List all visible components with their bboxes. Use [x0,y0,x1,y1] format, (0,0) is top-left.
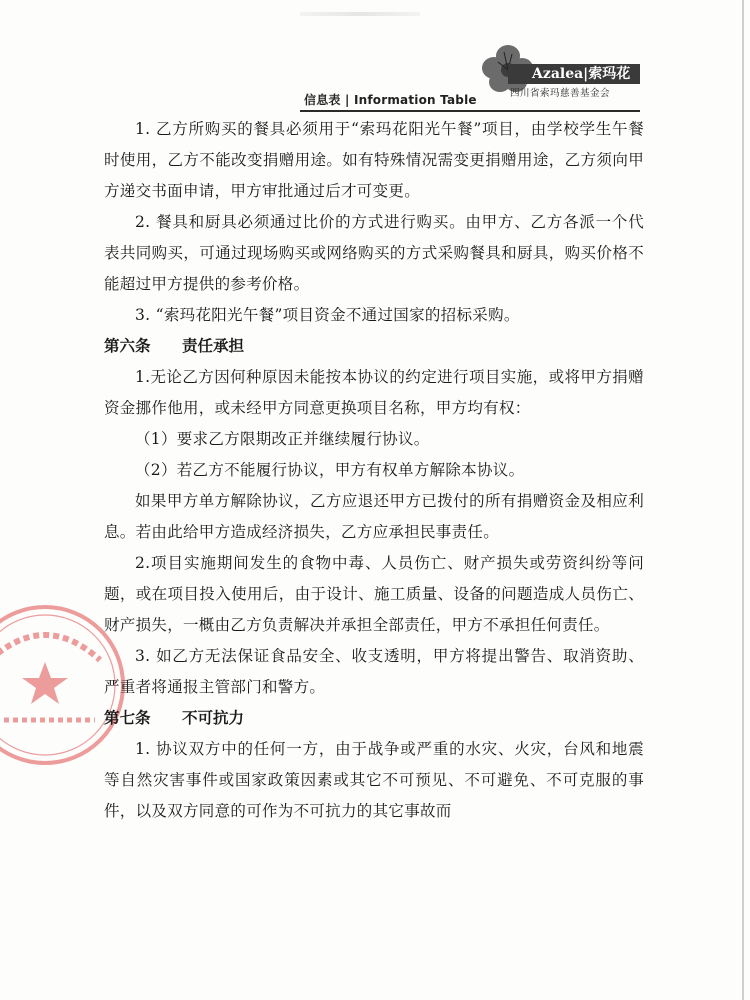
scan-edge [742,0,744,1000]
header-rule [300,110,640,112]
logo-brand-text: Azalea|索玛花 [532,66,631,82]
clause-paragraph: 1.无论乙方因何种原因未能按本协议的约定进行项目实施，或将甲方捐赠资金挪作他用，或未经甲方同意更换项目名称，甲方均有权： [104,368,644,417]
sub-clause: （1）要求乙方限期改正并继续履行协议。 [135,430,430,448]
sub-clause: （2）若乙方不能履行协议，甲方有权单方解除本协议。 [135,461,525,479]
logo-org-name: 四川省索玛慈善基金会 [510,88,611,99]
clause-paragraph: 3. 如乙方无法保证食品安全、收支透明，甲方将提出警告、取消资助、严重者将通报主管部门和警方。 [104,647,644,696]
article-number: 第七条 [104,709,151,727]
header-label: 信息表 | Information Table [304,93,477,107]
article-title: 不可抗力 [182,709,245,727]
clause-paragraph: 1. 乙方所购买的餐具必须用于“索玛花阳光午餐”项目，由学校学生午餐时使用，乙方不能改变捐赠用途。如有特殊情况需变更捐赠用途，乙方须向甲方递交书面申请，甲方审批通过后才可变更。 [104,120,644,200]
document-body [104,114,644,827]
scan-smudge [300,12,420,16]
clause-paragraph: 2.项目实施期间发生的食物中毒、人员伤亡、财产损失或劳资纠纷等问题，或在项目投入使用后，由于设计、施工质量、设备的问题造成人员伤亡、财产损失，一概由乙方负责解决并承担全部责任，甲方不承担任何责任。 [104,554,644,634]
clause-paragraph: 如果甲方单方解除协议，乙方应退还甲方已拨付的所有捐赠资金及相应利息。若由此给甲方造成经济损失，乙方应承担民事责任。 [104,492,644,541]
clause-paragraph: 1. 协议双方中的任何一方，由于战争或严重的水灾、火灾，台风和地震等自然灾害事件或国家政策因素或其它不可预见、不可避免、不可克服的事件，以及双方同意的可作为不可抗力的其它事故而 [104,740,644,820]
article-title: 责任承担 [182,337,245,355]
foundation-logo [470,42,640,104]
article-number: 第六条 [104,337,151,355]
article-heading-6 [104,331,644,362]
article-heading-7 [104,703,644,734]
clause-paragraph: 2. 餐具和厨具必须通过比价的方式进行购买。由甲方、乙方各派一个代表共同购买，可通过现场购买或网络购买的方式采购餐具和厨具，购买价格不能超过甲方提供的参考价格。 [104,213,644,293]
clause-paragraph: 3. “索玛花阳光午餐”项目资金不通过国家的招标采购。 [135,306,520,324]
